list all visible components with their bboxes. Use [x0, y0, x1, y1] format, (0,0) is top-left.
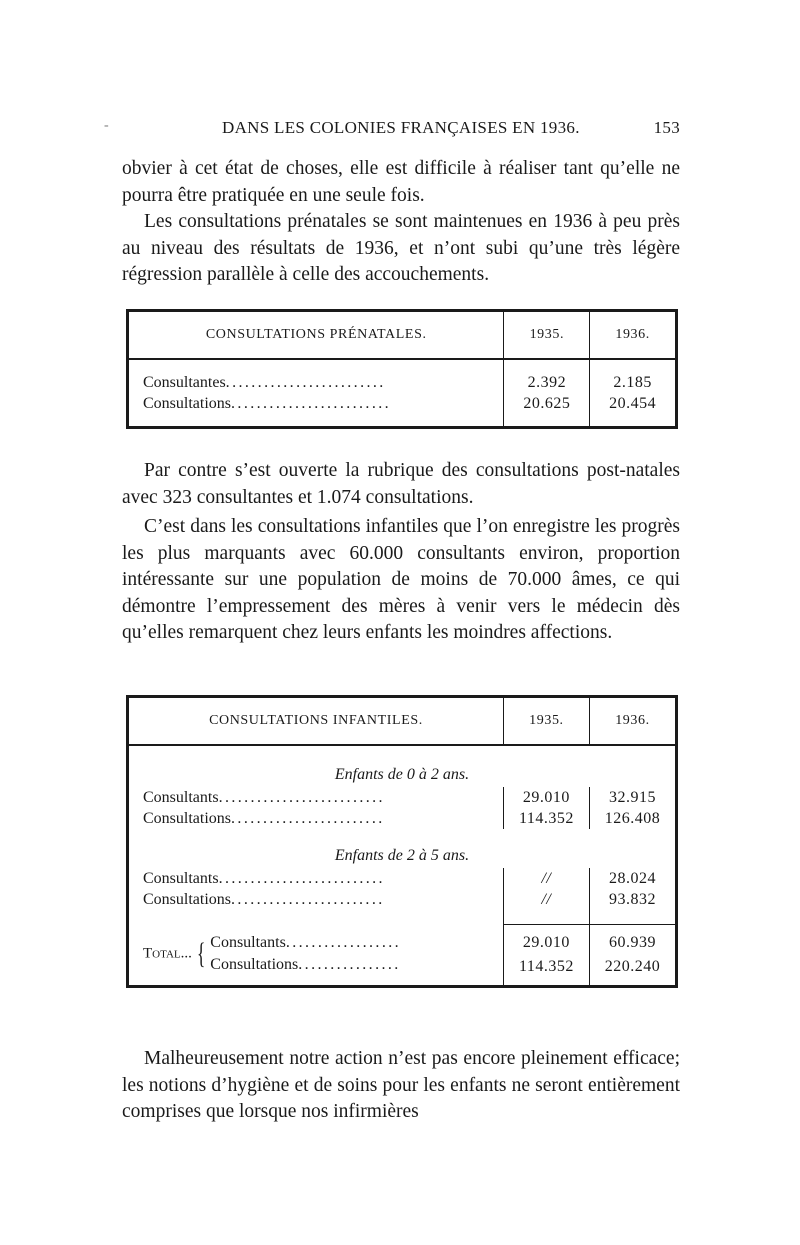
table-row: [128, 868, 677, 889]
value-1935: 20.625: [504, 393, 590, 414]
value-1935: 2.392: [504, 372, 590, 393]
total-row: [128, 924, 677, 955]
paragraph-2-text: Les consultations prénatales se sont maintenues en 1936 à peu près au niveau des résultats de 1936, et n’ont subi qu’une très légère régression parallèle à celle des accouchements.: [122, 211, 680, 285]
group-heading: Enfants de 0 à 2 ans.: [334, 766, 470, 783]
leader-dots: ..........................: [218, 869, 385, 887]
paragraph-2: [122, 209, 680, 289]
paragraph-5-text: Malheureusement notre action n’est pas encore pleinement efficace; les notions d’hygiène et de soins pour les enfants ne seront entièrement comprises que lorsque nos infirmières: [122, 1048, 680, 1122]
paragraph-5: [122, 1046, 680, 1126]
row-label: Consultations: [143, 890, 232, 908]
value-1935: 29.010: [503, 787, 589, 808]
table-header-1935: 1935.: [503, 697, 589, 746]
leader-dots: ........................: [231, 890, 385, 908]
table-spacer: [128, 414, 677, 428]
table-header-1936: 1936.: [589, 697, 676, 746]
row-label: Consultations: [143, 394, 232, 412]
paragraph-3: [122, 458, 680, 511]
row-label: Consultants: [143, 788, 219, 806]
running-title: DANS LES COLONIES FRANÇAISES EN 1936.: [222, 118, 580, 137]
leader-dots: ..................: [285, 934, 402, 952]
value-1935: //: [503, 889, 589, 910]
table-row: [128, 808, 677, 829]
table-header-row: [128, 697, 677, 746]
total-value-1936: 220.240: [589, 955, 676, 987]
table-header-1935: 1935.: [504, 311, 590, 360]
margin-mark: -: [104, 118, 109, 133]
table-row: [128, 393, 677, 414]
running-head: [104, 118, 680, 142]
brace-icon: {: [196, 937, 206, 971]
total-sublabel: Consultants: [210, 934, 286, 952]
value-1936: 28.024: [589, 868, 676, 889]
leader-dots: ..........................: [218, 788, 385, 806]
table-row: [128, 787, 677, 808]
total-label: Total...: [143, 945, 192, 962]
total-sublabel: Consultations: [210, 956, 299, 974]
group-heading: Enfants de 2 à 5 ans.: [334, 847, 470, 864]
row-label: Consultants: [143, 869, 219, 887]
table-spacer: [128, 359, 677, 372]
row-label: Consultantes: [143, 373, 226, 391]
value-1936: 2.185: [590, 372, 677, 393]
paragraph-4: [122, 514, 680, 647]
table-spacer: [128, 910, 677, 924]
table-header-label: CONSULTATIONS PRÉNATALES.: [128, 311, 504, 360]
row-label: Consultations: [143, 809, 232, 827]
paragraph-1: obvier à cet état de choses, elle est difficile à réaliser tant qu’elle ne pourra être pratiquée en une seule fois.: [122, 158, 680, 206]
value-1936: 32.915: [589, 787, 676, 808]
value-1936: 93.832: [589, 889, 676, 910]
value-1936: 20.454: [590, 393, 677, 414]
total-value-1936: 60.939: [589, 924, 676, 955]
leader-dots: ................: [298, 956, 401, 974]
value-1935: 114.352: [503, 808, 589, 829]
table-header-label: CONSULTATIONS INFANTILES.: [128, 697, 504, 746]
page-number: 153: [653, 118, 680, 137]
table-row: [128, 372, 677, 393]
leader-dots: .........................: [231, 394, 392, 412]
paragraph-3-text: Par contre s’est ouverte la rubrique des consultations post-natales avec 323 consultantes et 1.074 consultations.: [122, 460, 680, 508]
total-sublabels: [210, 932, 401, 976]
group-heading-row: [128, 829, 677, 868]
value-1936: 126.408: [589, 808, 676, 829]
leader-dots: ........................: [231, 809, 385, 827]
paragraph-4-text: C’est dans les consultations infantiles que l’on enregistre les progrès les plus marquants avec 60.000 consultants environ, proportion intéressante sur une population de moins de 70.000 âmes, ce qui démontre l’empressement des mères à venir vers le médecin dès qu’elles remarquent chez leurs enfants les moindres affections.: [122, 516, 680, 643]
table-header-1936: 1936.: [590, 311, 677, 360]
infant-table: [126, 695, 678, 988]
total-value-1935: 29.010: [503, 924, 589, 955]
prenatal-table: [126, 309, 678, 429]
table-header-row: [128, 311, 677, 360]
group-heading-row: [128, 745, 677, 787]
table-row: [128, 889, 677, 910]
leader-dots: .........................: [225, 373, 386, 391]
value-1935: //: [503, 868, 589, 889]
total-value-1935: 114.352: [503, 955, 589, 987]
